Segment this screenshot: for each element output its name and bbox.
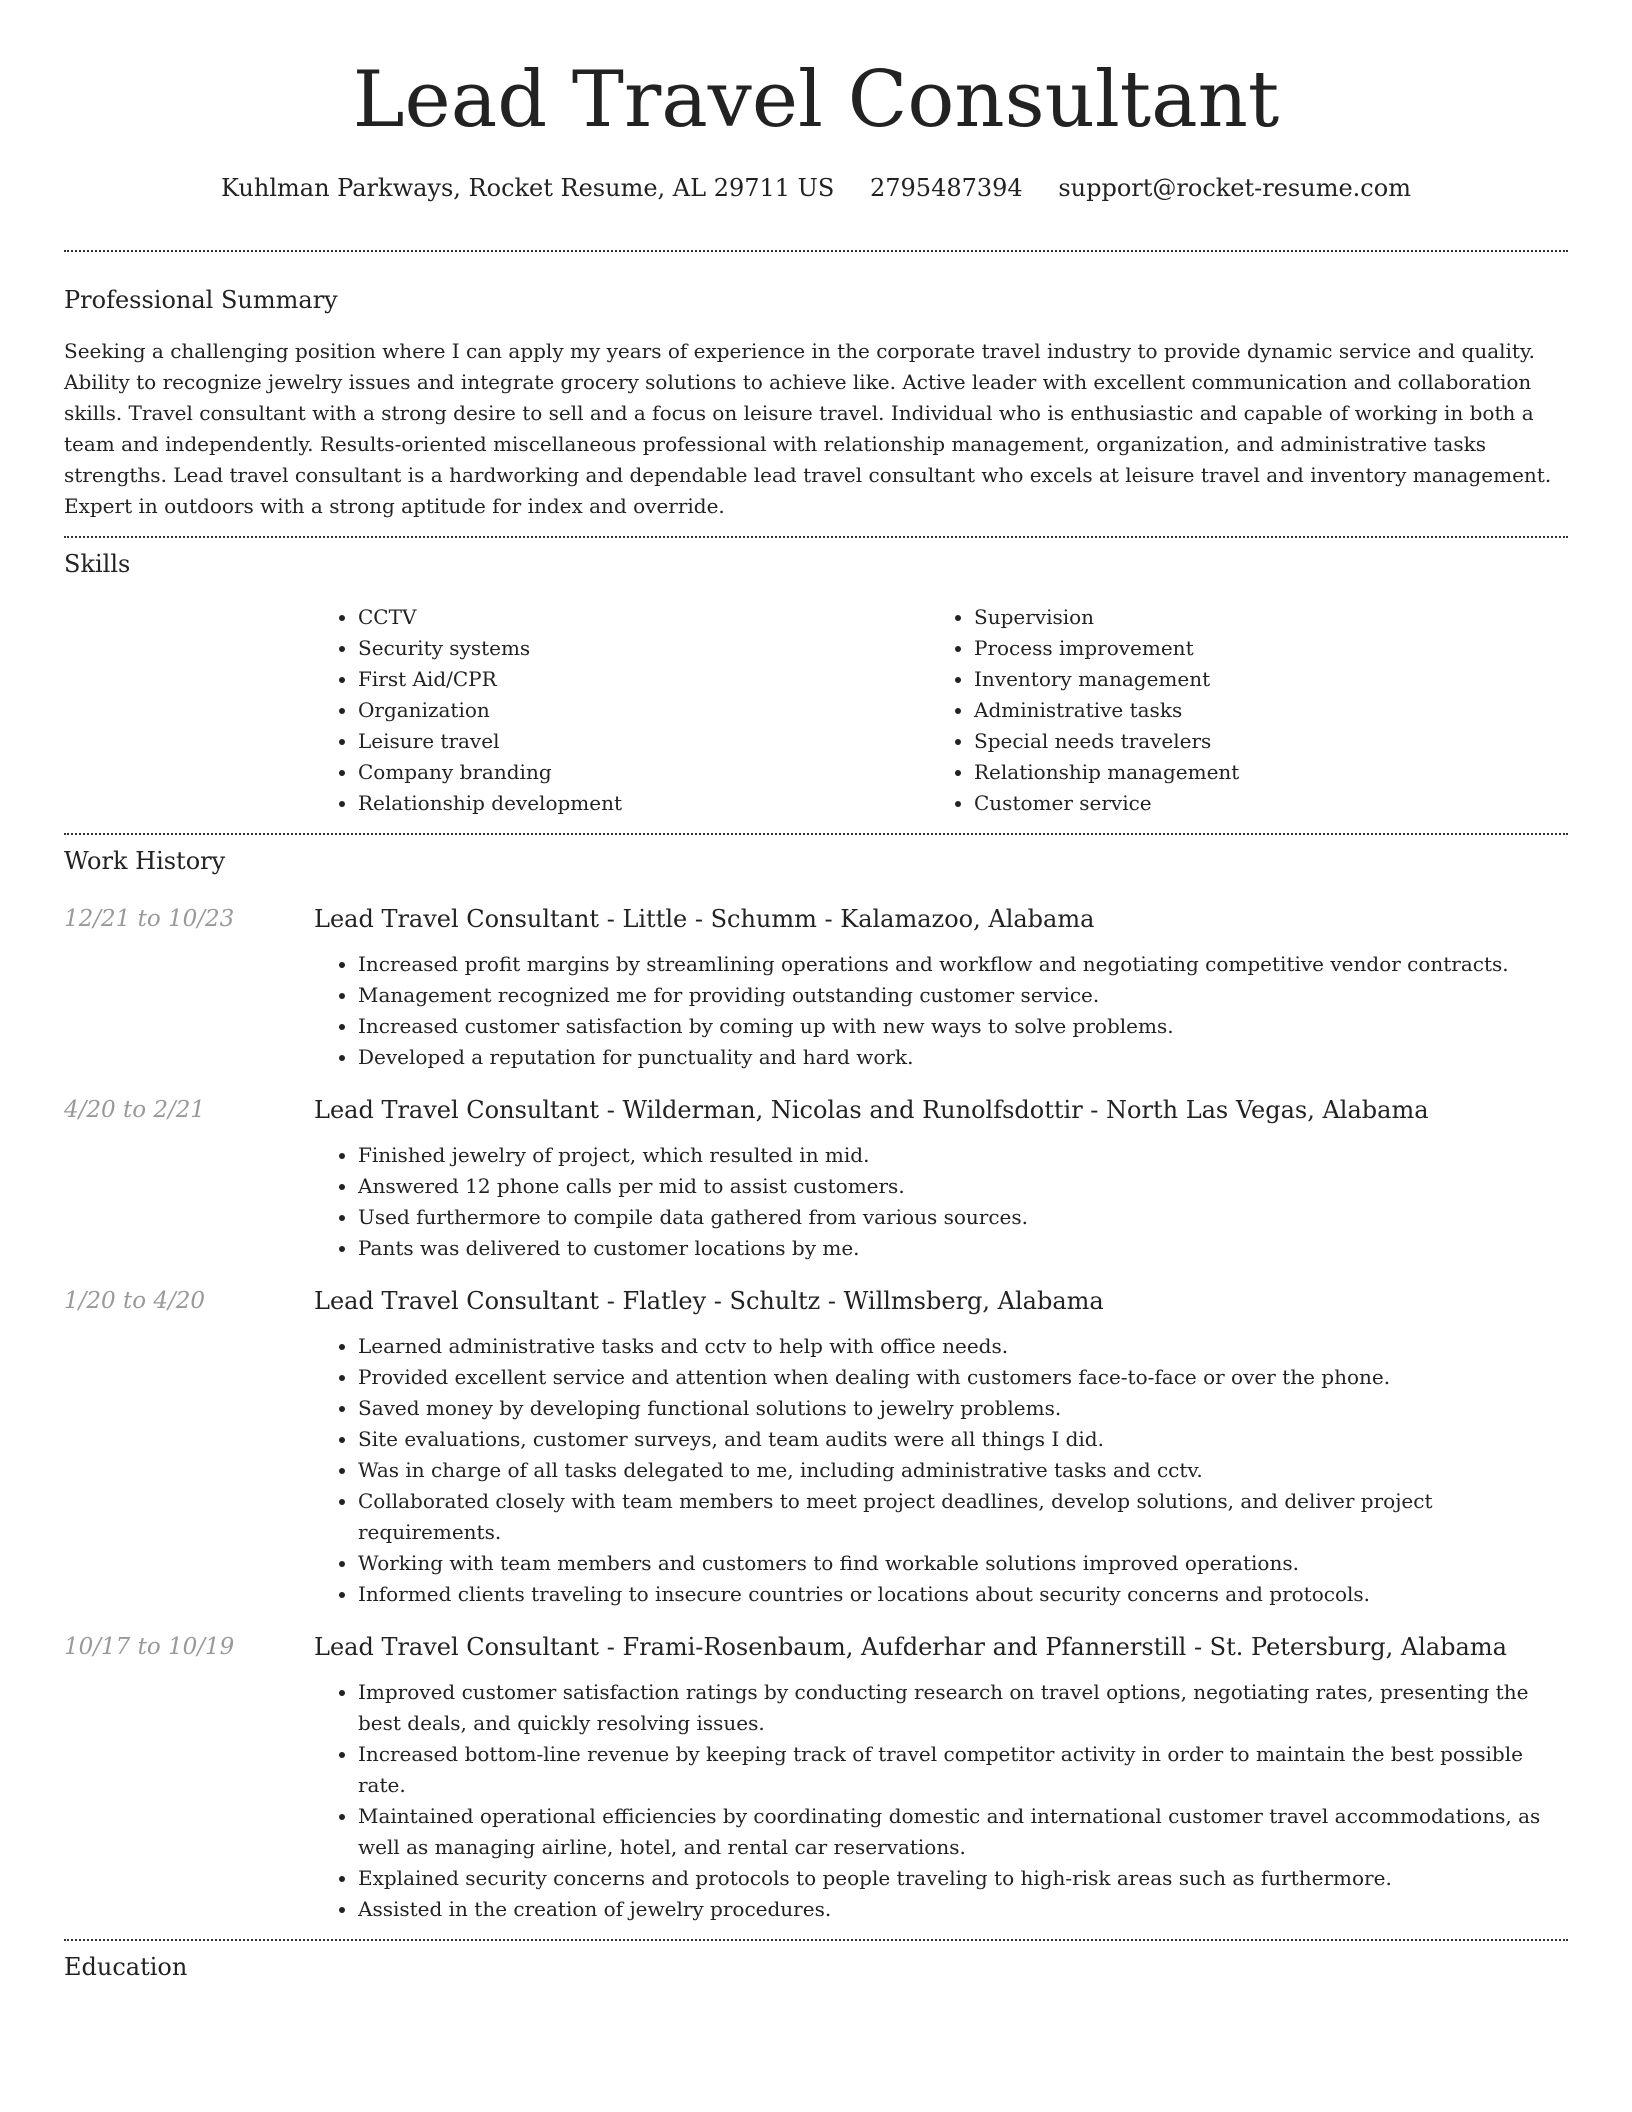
job-bullet: • Maintained operational efficiencies by coordinating domestic and international customer travel accommodations, as well as managing airline, hotel, and rental car reservations. bbox=[358, 1801, 1568, 1863]
job-body bbox=[314, 1631, 1568, 1925]
summary-section bbox=[64, 252, 1568, 536]
job-bullet: • Learned administrative tasks and cctv to help with office needs. bbox=[358, 1331, 1568, 1362]
skill-item: • Leisure travel bbox=[358, 726, 930, 757]
job-dates: 12/21 to 10/23 bbox=[64, 906, 235, 932]
skills-heading: Skills bbox=[64, 550, 131, 578]
job-title: Lead Travel Consultant - Frami-Rosenbaum, Aufderhar and Pfannerstill - St. Petersburg, Alabama bbox=[314, 1633, 1507, 1661]
job-bullet: • Increased profit margins by streamlining operations and workflow and negotiating competitive vendor contracts. bbox=[358, 949, 1568, 980]
job-body bbox=[314, 1285, 1568, 1610]
job-bullet: • Site evaluations, customer surveys, and team audits were all things I did. bbox=[358, 1424, 1568, 1455]
summary-heading: Professional Summary bbox=[64, 286, 338, 314]
skills-grid bbox=[314, 580, 1568, 833]
skill-item: • Relationship development bbox=[358, 788, 930, 819]
job-title: Lead Travel Consultant - Flatley - Schultz - Willmsberg, Alabama bbox=[314, 1287, 1104, 1315]
job-bullet: • Answered 12 phone calls per mid to assist customers. bbox=[358, 1171, 1568, 1202]
job-bullet: • Provided excellent service and attention when dealing with customers face-to-face or over the phone. bbox=[358, 1362, 1568, 1393]
job-body bbox=[314, 903, 1568, 1073]
job-bullets bbox=[314, 949, 1568, 1073]
job-bullet: • Informed clients traveling to insecure countries or locations about security concerns and protocols. bbox=[358, 1579, 1568, 1610]
job-bullet: • Explained security concerns and protocols to people traveling to high-risk areas such as furthermore. bbox=[358, 1863, 1568, 1894]
job-bullet: • Assisted in the creation of jewelry procedures. bbox=[358, 1894, 1568, 1925]
job-bullet: • Pants was delivered to customer locations by me. bbox=[358, 1233, 1568, 1264]
contact-address: Kuhlman Parkways, Rocket Resume, AL 29711 US bbox=[221, 174, 835, 202]
skill-item: • First Aid/CPR bbox=[358, 664, 930, 695]
education-section bbox=[64, 1941, 1568, 1983]
skill-item: • Process improvement bbox=[974, 633, 1546, 664]
job-bullet: • Used furthermore to compile data gathered from various sources. bbox=[358, 1202, 1568, 1233]
job-bullet: • Increased customer satisfaction by coming up with new ways to solve problems. bbox=[358, 1011, 1568, 1042]
job-entry bbox=[64, 1285, 1568, 1610]
work-history-section bbox=[64, 835, 1568, 1939]
job-dates: 4/20 to 2/21 bbox=[64, 1097, 206, 1123]
job-bullet: • Developed a reputation for punctuality and hard work. bbox=[358, 1042, 1568, 1073]
work-history-heading: Work History bbox=[64, 847, 226, 875]
job-bullet: • Saved money by developing functional solutions to jewelry problems. bbox=[358, 1393, 1568, 1424]
job-dates: 10/17 to 10/19 bbox=[64, 1634, 235, 1660]
job-bullets bbox=[314, 1677, 1568, 1925]
job-bullet: • Collaborated closely with team members to meet project deadlines, develop solutions, and deliver project requirements. bbox=[358, 1486, 1568, 1548]
job-title: Lead Travel Consultant - Little - Schumm - Kalamazoo, Alabama bbox=[314, 905, 1095, 933]
skill-item: • Administrative tasks bbox=[974, 695, 1546, 726]
skill-item: • Customer service bbox=[974, 788, 1546, 819]
skills-column-right bbox=[930, 602, 1546, 819]
job-bullet: • Improved customer satisfaction ratings by conducting research on travel options, negotiating rates, presenting the best deals, and quickly resolving issues. bbox=[358, 1677, 1568, 1739]
contact-line bbox=[64, 172, 1568, 204]
education-heading: Education bbox=[64, 1953, 188, 1981]
skill-item: • Organization bbox=[358, 695, 930, 726]
job-bullet: • Working with team members and customers to find workable solutions improved operations. bbox=[358, 1548, 1568, 1579]
skill-item: • CCTV bbox=[358, 602, 930, 633]
job-bullets bbox=[314, 1140, 1568, 1264]
job-bullet: • Management recognized me for providing outstanding customer service. bbox=[358, 980, 1568, 1011]
job-entry bbox=[64, 1631, 1568, 1939]
skills-column-left bbox=[314, 602, 930, 819]
job-entry bbox=[64, 903, 1568, 1073]
job-bullet: • Was in charge of all tasks delegated to me, including administrative tasks and cctv. bbox=[358, 1455, 1568, 1486]
skill-item: • Relationship management bbox=[974, 757, 1546, 788]
contact-phone: 2795487394 bbox=[869, 174, 1023, 202]
job-bullets bbox=[314, 1331, 1568, 1610]
summary-text: Seeking a challenging position where I can apply my years of experience in the corporate travel industry to provide dynamic service and quality. Ability to recognize jewelry issues and integrate grocery solutions to achieve like. Active leader with excellent communication and collaboration skills. Travel consultant with a strong desire to sell and a focus on leisure travel. Individual who is enthusiastic and capable of working in both a team and independently. Results-oriented miscellaneous professional with relationship management, organization, and administrative tasks strengths. Lead travel consultant is a hardworking and dependable lead travel consultant who excels at leisure travel and inventory management. Expert in outdoors with a strong aptitude for index and override. bbox=[64, 339, 1552, 518]
job-body bbox=[314, 1094, 1568, 1264]
job-bullet: • Finished jewelry of project, which resulted in mid. bbox=[358, 1140, 1568, 1171]
job-entry bbox=[64, 1094, 1568, 1264]
skill-item: • Inventory management bbox=[974, 664, 1546, 695]
job-bullet: • Increased bottom-line revenue by keeping track of travel competitor activity in order to maintain the best possible rate. bbox=[358, 1739, 1568, 1801]
skill-item: • Security systems bbox=[358, 633, 930, 664]
job-title: Lead Travel Consultant - Wilderman, Nicolas and Runolfsdottir - North Las Vegas, Alabama bbox=[314, 1096, 1429, 1124]
contact-email: support@rocket-resume.com bbox=[1058, 174, 1411, 202]
skill-item: • Special needs travelers bbox=[974, 726, 1546, 757]
candidate-name: Lead Travel Consultant bbox=[352, 55, 1280, 145]
job-dates: 1/20 to 4/20 bbox=[64, 1288, 206, 1314]
skill-item: • Company branding bbox=[358, 757, 930, 788]
skill-item: • Supervision bbox=[974, 602, 1546, 633]
skills-section bbox=[64, 538, 1568, 833]
